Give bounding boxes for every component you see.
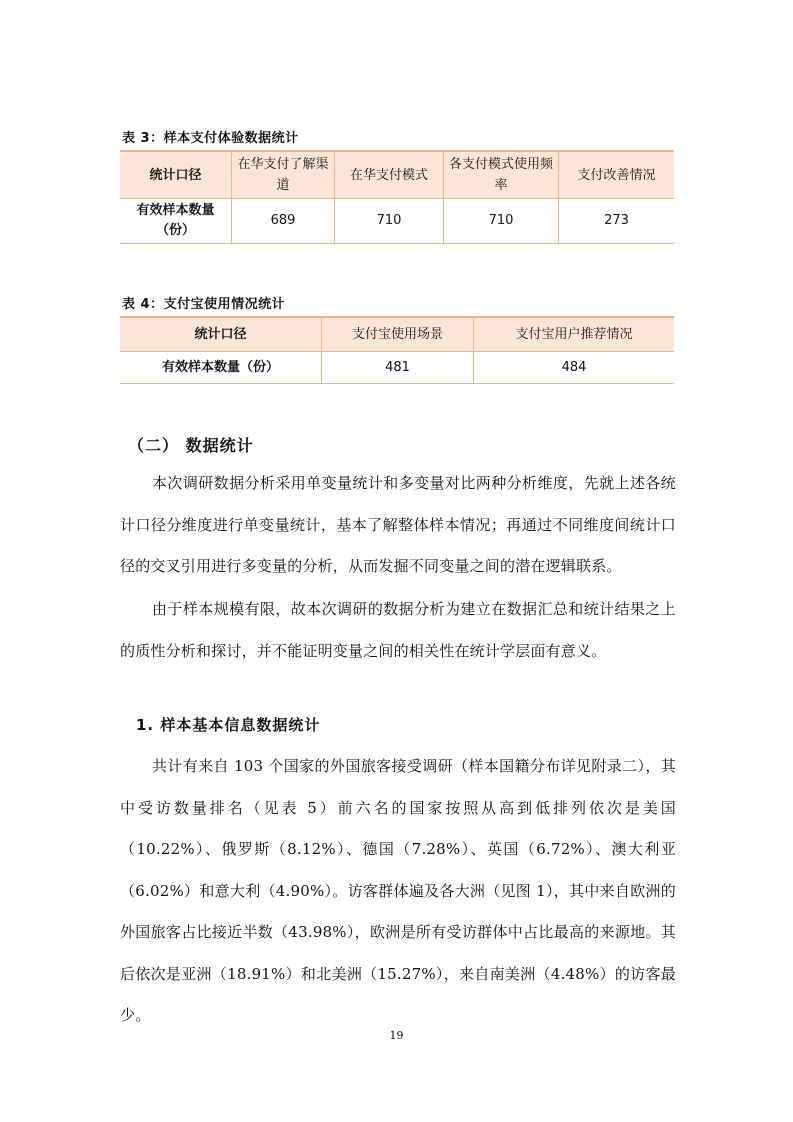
table-header: 各支付模式使用频率 (444, 151, 559, 199)
row-label: 有效样本数量（份） (120, 352, 322, 384)
section-title: （二） 数据统计 (128, 436, 254, 455)
table-row (120, 352, 674, 384)
table-header-row (120, 317, 674, 352)
table-cell: 484 (474, 352, 675, 384)
page-number: 19 (389, 1029, 404, 1042)
table3 (120, 150, 674, 244)
table-cell: 689 (232, 199, 335, 244)
table-row (120, 199, 674, 244)
table-header: 支付改善情况 (559, 151, 675, 199)
table-cell: 481 (322, 352, 474, 384)
paragraph: 本次调研数据分析采用单变量统计和多变量对比两种分析维度，先就上述各统计口径分维度进行单变量统计，基本了解整体样本情况；再通过不同维度间统计口径的交叉引用进行多变量的分析，从而发掘不同变量之间的潜在逻辑联系。 (120, 474, 676, 575)
table-cell: 710 (335, 199, 444, 244)
table-cell: 273 (559, 199, 675, 244)
table4-caption: 表 4：支付宝使用情况统计 (122, 297, 286, 312)
row-label: 有效样本数量（份） (120, 199, 232, 244)
table3-caption: 表 3：样本支付体验数据统计 (122, 131, 299, 146)
subsection-title: 1. 样本基本信息数据统计 (136, 716, 321, 734)
table-header: 在华支付模式 (335, 151, 444, 199)
table-header-row (120, 151, 674, 199)
paragraph: 由于样本规模有限，故本次调研的数据分析为建立在数据汇总和统计结果之上的质性分析和探讨，并不能证明变量之间的相关性在统计学层面有意义。 (120, 600, 676, 660)
table-header: 支付宝用户推荐情况 (474, 317, 675, 352)
table-cell: 710 (444, 199, 559, 244)
paragraph: 共计有来自 103 个国家的外国旅客接受调研（样本国籍分布详见附录二），其中受访数量排名（见表 5）前六名的国家按照从高到低排列依次是美国（10.22%）、俄罗斯（8.12%）、德国（7.28%）、英国（6.72%）、澳大利亚（6.02%）和意大利（4.90%）。访客群体遍及各大洲（见图 1），其中来自欧洲的外国旅客占比接近半数（43.98%），欧洲是所有受访群体中占比最高的来源地。其后依次是亚洲（18.91%）和北美洲（15.27%），来自南美洲（4.48%）的访客最少。 (120, 757, 676, 1024)
table4 (120, 316, 674, 384)
table-header: 支付宝使用场景 (322, 317, 474, 352)
table-header: 统计口径 (120, 317, 322, 352)
table-header: 统计口径 (120, 151, 232, 199)
table-header: 在华支付了解渠道 (232, 151, 335, 199)
